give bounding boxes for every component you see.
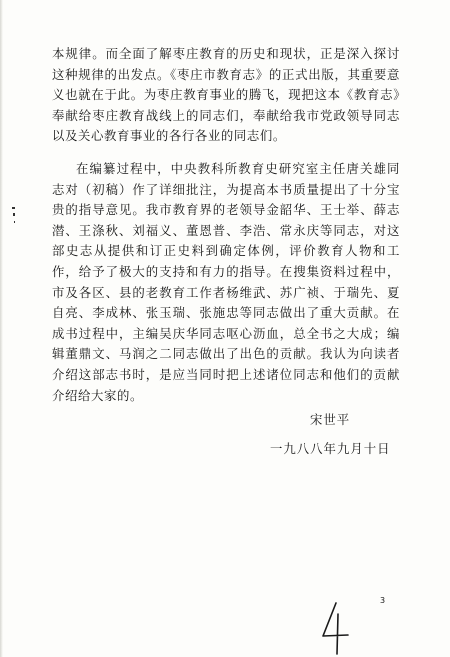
author-signature: 宋世平: [310, 412, 351, 427]
scan-speck: [13, 213, 15, 216]
binding-shadow: [0, 0, 3, 657]
body-paragraph: 本规律。而全面了解枣庄教育的历史和现状，正是深入探讨这种规律的出发点。《枣庄市教育志》的正式出版，其重要意义也就在于此。为枣庄教育事业的腾飞，现把这本《教育志》奉献给枣庄教育战线上的同志们，奉献给我市党政领导同志以及关心教育事业的各行各业的同志们。: [52, 46, 400, 144]
page-number: 3: [380, 596, 386, 605]
scan-speck: [12, 207, 15, 209]
body-paragraph: 在编纂过程中，中央教科所教育史研究室主任唐关雄同志对（初稿）作了详细批注，为提高本书质量提出了十分宝贵的指导意见。我市教育界的老领导金韶华、王士举、薛志潜、王涤秋、刘福义、董恩普、李浩、常永庆等同志，对这部史志从提供和订正史料到确定体例，评价教育人物和工作，给予了极大的支持和有力的指导。在搜集资料过程中，市及各区、县的老教育工作者杨维武、苏广祯、于瑞先、夏自亮、李成林、张玉瑞、张施忠等同志做出了重大贡献。在成书过程中，主编吴庆华同志呕心沥血，总全书之大成；编辑董鼎文、马润之二同志做出了出色的贡献。我认为向读者介绍这部志书时，是应当同时把上述诸位同志和他们的贡献介绍给大家的。: [52, 161, 400, 403]
handwritten-page-mark: [318, 600, 352, 656]
signature-date: 一九八八年九月十日: [270, 441, 391, 456]
scan-speck: [14, 221, 15, 223]
